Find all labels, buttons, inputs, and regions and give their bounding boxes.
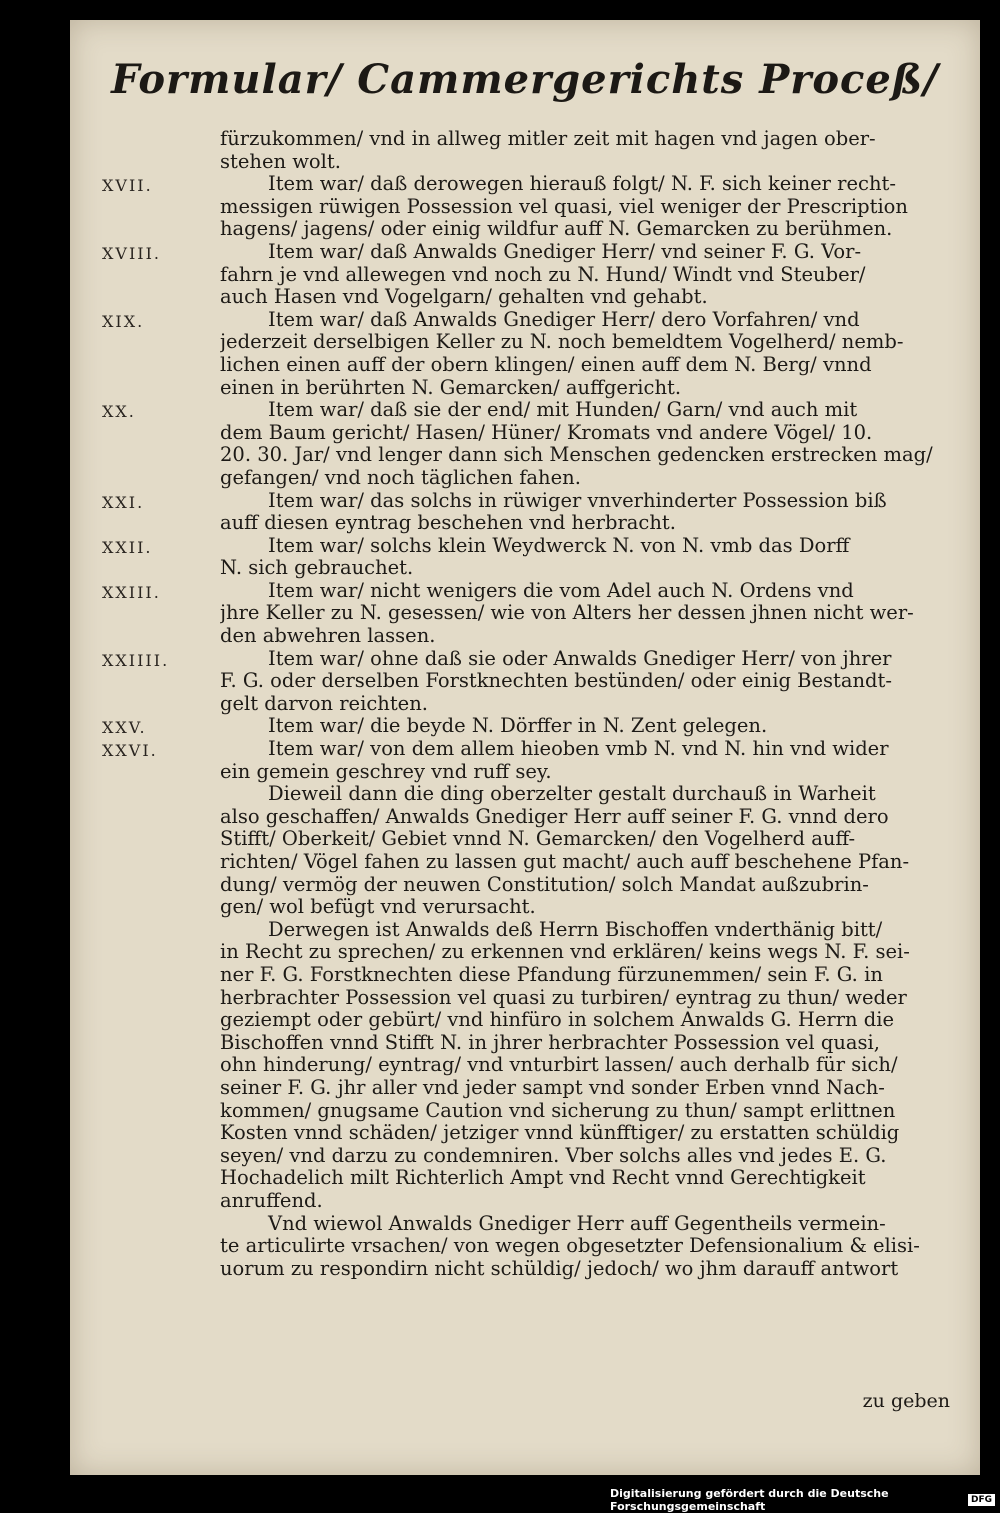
article-number: XXVI. bbox=[102, 741, 158, 761]
text-line: messigen rüwigen Possession vel quasi, viel weniger der Prescription bbox=[220, 195, 908, 218]
text-line: Kosten vnnd schäden/ jetziger vnnd künfftiger/ zu erstatten schüldig bbox=[220, 1122, 900, 1145]
text-line: te articulirte vrsachen/ von wegen obgesetzter Defensionalium & elisi- bbox=[220, 1235, 920, 1258]
text-line: Item war/ die beyde N. Dörffer in N. Zent gelegen. bbox=[268, 715, 768, 738]
text-line: ein gemein geschrey vnd ruff sey. bbox=[220, 760, 552, 783]
text-line: Item war/ solchs klein Weydwerck N. von N. vmb das Dorff bbox=[268, 534, 850, 557]
text-line: hagens/ jagens/ oder einig wildfur auff N. Gemarcken zu berühmen. bbox=[220, 218, 893, 241]
text-line: Hochadelich milt Richterlich Ampt vnd Recht vnnd Gerechtigkeit bbox=[220, 1167, 866, 1190]
dfg-logo: DFG bbox=[968, 1494, 995, 1506]
text-line: Stifft/ Oberkeit/ Gebiet vnnd N. Gemarcken/ den Vogelherd auff- bbox=[220, 828, 856, 851]
text-line: ner F. G. Forstknechten diese Pfandung fürzunemmen/ sein F. G. in bbox=[220, 963, 883, 986]
article-item bbox=[102, 173, 960, 241]
text-line: herbrachter Possession vel quasi zu turbiren/ eyntrag zu thun/ weder bbox=[220, 986, 907, 1009]
text-line: N. sich gebrauchet. bbox=[220, 557, 414, 580]
text-line: ohn hinderung/ eyntrag/ vnd vnturbirt lassen/ auch derhalb für sich/ bbox=[220, 1054, 898, 1077]
text-line: fahrn je vnd allewegen vnd noch zu N. Hund/ Windt vnd Steuber/ bbox=[220, 263, 866, 286]
article-item bbox=[102, 399, 960, 489]
book-page bbox=[70, 20, 980, 1475]
text-line: Item war/ nicht wenigers die vom Adel auch N. Ordens vnd bbox=[268, 579, 854, 602]
text-line: auff diesen eyntrag beschehen vnd herbracht. bbox=[220, 512, 676, 535]
text-line: Item war/ von dem allem hieoben vmb N. vnd N. hin vnd wider bbox=[268, 738, 889, 761]
article-number: XXIII. bbox=[102, 582, 161, 602]
text-line: Dieweil dann die ding oberzelter gestalt durchauß in Warheit bbox=[268, 783, 876, 806]
paragraph bbox=[220, 1213, 960, 1281]
article-number: XXV. bbox=[102, 718, 147, 738]
text-line: jederzeit derselbigen Keller zu N. noch bemeldtem Vogelherd/ nemb- bbox=[220, 331, 904, 354]
article-item bbox=[102, 534, 960, 580]
text-line: in Recht zu sprechen/ zu erkennen vnd erklären/ keins wegs N. F. sei- bbox=[220, 941, 910, 964]
text-line: seyen/ vnd darzu zu condemniren. Vber solchs alles vnd jedes E. G. bbox=[220, 1144, 887, 1167]
text-line: anruffend. bbox=[220, 1189, 323, 1212]
article-item bbox=[102, 647, 960, 716]
running-header: Formular/ Cammergerichts Proceß/ bbox=[111, 56, 939, 103]
text-line: stehen wolt. bbox=[220, 150, 341, 173]
article-number: XXIIII. bbox=[102, 650, 170, 670]
article-item bbox=[102, 738, 960, 783]
article-item bbox=[102, 715, 960, 738]
article-item bbox=[102, 579, 960, 648]
text-line: Item war/ daß derowegen hierauß folgt/ N. F. sich keiner recht- bbox=[268, 173, 896, 196]
text-line: dem Baum gericht/ Hasen/ Hüner/ Kromats vnd andere Vögel/ 10. bbox=[220, 421, 873, 444]
text-line: einen in berührten N. Gemarcken/ auffgericht. bbox=[220, 376, 682, 399]
text-line: seiner F. G. jhr aller vnd jeder sampt vnd sonder Erben vnnd Nach- bbox=[220, 1076, 885, 1099]
article-item bbox=[102, 489, 960, 535]
text-line: gelt darvon reichten. bbox=[220, 692, 428, 715]
text-line: kommen/ gnugsame Caution vnd sicherung zu thun/ sampt erlittnen bbox=[220, 1099, 896, 1122]
article-item bbox=[102, 240, 960, 309]
text-line: F. G. oder derselben Forstknechten bestünden/ oder einig Bestandt- bbox=[220, 670, 892, 693]
text-line: geziempt oder gebürt/ vnd hinfüro in solchem Anwalds G. Herrn die bbox=[220, 1009, 895, 1032]
text-line: lichen einen auff der obern klingen/ einen auff dem N. Berg/ vnnd bbox=[220, 353, 872, 376]
text-line: auch Hasen vnd Vogelgarn/ gehalten vnd gehabt. bbox=[220, 286, 708, 309]
text-line: Bischoffen vnnd Stifft N. in jhrer herbrachter Possession vel quasi, bbox=[220, 1031, 880, 1054]
text-line: also geschaffen/ Anwalds Gnediger Herr auff seiner F. G. vnnd dero bbox=[220, 805, 889, 828]
text-line: den abwehren lassen. bbox=[220, 625, 436, 648]
text-line: uorum zu respondirn nicht schüldig/ jedoch/ wo jhm darauff antwort bbox=[220, 1257, 899, 1280]
text-line: Item war/ ohne daß sie oder Anwalds Gnediger Herr/ von jhrer bbox=[268, 647, 892, 670]
article-number: XXI. bbox=[102, 492, 145, 512]
article-number: XVIII. bbox=[102, 243, 161, 263]
digitization-credit bbox=[610, 1487, 995, 1513]
text-line: gen/ wol befügt vnd verursacht. bbox=[220, 896, 536, 919]
text-line: Item war/ daß sie der end/ mit Hunden/ Garn/ vnd auch mit bbox=[268, 399, 858, 422]
text-line: Item war/ daß Anwalds Gnediger Herr/ dero Vorfahren/ vnd bbox=[268, 308, 860, 331]
text-line: fürzukommen/ vnd in allweg mitler zeit mit hagen vnd jagen ober- bbox=[220, 128, 876, 150]
article-number: XIX. bbox=[102, 311, 145, 331]
text-line: richten/ Vögel fahen zu lassen gut macht/ auch auff beschehene Pfan- bbox=[220, 851, 910, 873]
text-line: Derwegen ist Anwalds deß Herrn Bischoffen vnderthänig bitt/ bbox=[268, 918, 883, 941]
paragraph bbox=[220, 783, 960, 919]
page-body bbox=[102, 128, 960, 1280]
text-line: gefangen/ vnd noch täglichen fahen. bbox=[220, 466, 581, 489]
catchword: zu geben bbox=[862, 1390, 950, 1412]
text-line: 20. 30. Jar/ vnd lenger dann sich Menschen gedencken erstrecken mag/ bbox=[220, 444, 933, 467]
article-item bbox=[102, 308, 960, 399]
article-number: XXII. bbox=[102, 537, 153, 557]
paragraph bbox=[220, 919, 960, 1213]
text-line: dung/ vermög der neuwen Constitution/ solch Mandat außzubrin- bbox=[220, 873, 869, 896]
credit-text: Digitalisierung gefördert durch die Deutsche Forschungsgemeinschaft bbox=[610, 1487, 889, 1513]
article-number: XVII. bbox=[102, 176, 153, 196]
article-number: XX. bbox=[102, 402, 136, 422]
text-line: Vnd wiewol Anwalds Gnediger Herr auff Gegentheils vermein- bbox=[268, 1212, 886, 1235]
text-line: jhre Keller zu N. gesessen/ wie von Alters her dessen jhnen nicht wer- bbox=[220, 602, 914, 625]
text-line: Item war/ das solchs in rüwiger vnverhinderter Possession biß bbox=[268, 489, 887, 512]
text-line: Item war/ daß Anwalds Gnediger Herr/ vnd seiner F. G. Vor- bbox=[268, 240, 862, 263]
